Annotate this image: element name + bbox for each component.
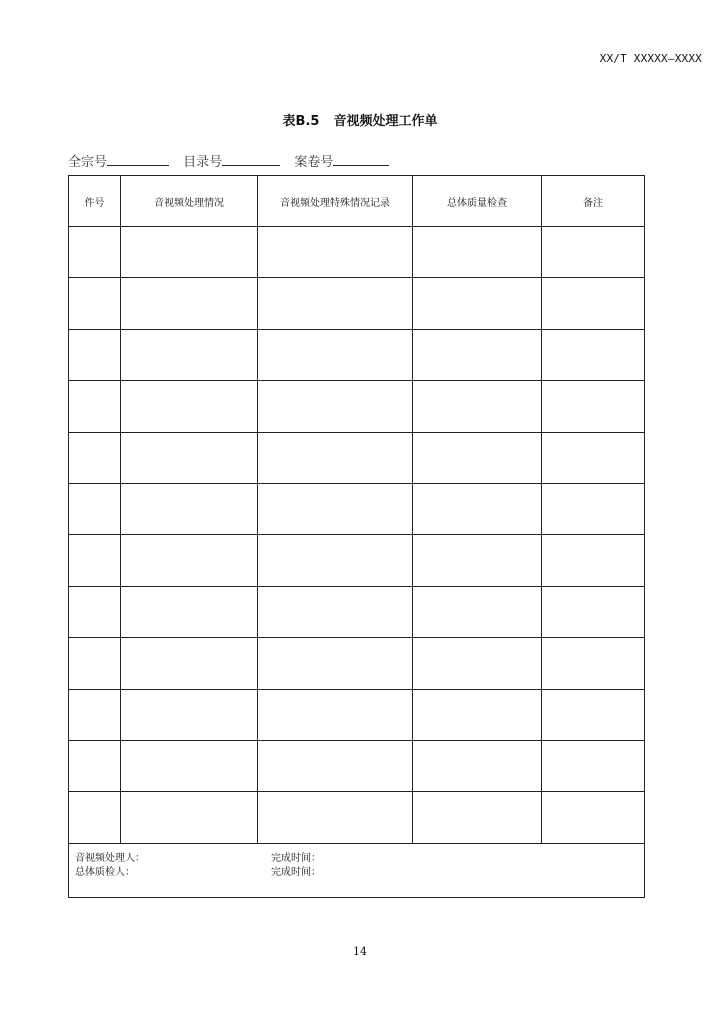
table-cell: [121, 381, 258, 432]
table-cell: [69, 329, 121, 380]
header-row: [69, 176, 645, 227]
table-cell: [121, 740, 258, 791]
table-cell: [121, 792, 258, 843]
signature-line: [69, 852, 644, 866]
table-cell: [542, 278, 645, 329]
table-row: [69, 432, 645, 483]
table-cell: [542, 535, 645, 586]
table-row: [69, 586, 645, 637]
header-remarks: 备注: [542, 176, 645, 227]
page-number: 14: [353, 945, 367, 958]
table-cell: [258, 535, 413, 586]
fonds-number-label: 全宗号: [68, 155, 108, 170]
table-title: 音视频处理工作单: [333, 114, 438, 129]
table-row: [69, 638, 645, 689]
table-cell: [413, 586, 542, 637]
table-number: 表B.5: [282, 114, 320, 129]
table-cell: [69, 432, 121, 483]
table-cell: [542, 432, 645, 483]
table-cell: [121, 227, 258, 278]
table-row: [69, 483, 645, 534]
table-cell: [258, 483, 413, 534]
table-cell: [258, 792, 413, 843]
table-cell: [413, 792, 542, 843]
inspector-label: 总体质检人：: [75, 866, 135, 878]
table-cell: [121, 638, 258, 689]
processor-label: 音视频处理人：: [75, 852, 145, 864]
table-row: [69, 227, 645, 278]
standard-code: XX/T XXXXX—XXXX: [599, 52, 702, 65]
table-cell: [542, 381, 645, 432]
table-cell: [258, 278, 413, 329]
table-cell: [121, 535, 258, 586]
table-cell: [542, 689, 645, 740]
table-row: [69, 329, 645, 380]
header-processing-status: 音视频处理情况: [121, 176, 258, 227]
table-cell: [258, 740, 413, 791]
fonds-number-blank: [107, 153, 169, 166]
worksheet-table: [68, 175, 645, 898]
table-cell: [69, 740, 121, 791]
table-cell: [413, 329, 542, 380]
table-cell: [258, 586, 413, 637]
table-cell: [258, 227, 413, 278]
table-row: [69, 689, 645, 740]
table-cell: [121, 689, 258, 740]
table-caption: [0, 110, 720, 129]
table-cell: [121, 432, 258, 483]
table-row: [69, 740, 645, 791]
table-cell: [121, 483, 258, 534]
file-number-label: 案卷号: [294, 155, 334, 170]
table-cell: [413, 381, 542, 432]
catalog-number-field: [183, 151, 280, 170]
signature-line: [69, 866, 644, 880]
table-cell: [413, 638, 542, 689]
catalog-number-label: 目录号: [183, 155, 223, 170]
table-cell: [258, 432, 413, 483]
table-row: [69, 381, 645, 432]
signature-cell: [69, 843, 645, 897]
table-cell: [542, 638, 645, 689]
table-row: [69, 792, 645, 843]
table-cell: [542, 586, 645, 637]
table-cell: [542, 227, 645, 278]
inspector-completion-time-label: 完成时间：: [271, 866, 321, 878]
table-cell: [69, 381, 121, 432]
table-cell: [69, 586, 121, 637]
table-cell: [542, 740, 645, 791]
table-cell: [121, 278, 258, 329]
header-quality-check: 总体质量检查: [413, 176, 542, 227]
table-cell: [121, 586, 258, 637]
header-item-number: 件号: [69, 176, 121, 227]
table-cell: [413, 483, 542, 534]
archive-reference-fields: [68, 151, 399, 170]
table-cell: [413, 227, 542, 278]
table-row: [69, 535, 645, 586]
fonds-number-field: [68, 151, 169, 170]
table-cell: [258, 329, 413, 380]
table-cell: [413, 689, 542, 740]
catalog-number-blank: [222, 153, 280, 166]
table-cell: [413, 278, 542, 329]
table-cell: [542, 792, 645, 843]
signature-row: [69, 843, 645, 897]
processor-completion-time-label: 完成时间：: [271, 852, 321, 864]
table-cell: [69, 535, 121, 586]
table-cell: [69, 689, 121, 740]
table-cell: [542, 329, 645, 380]
header-special-records: 音视频处理特殊情况记录: [258, 176, 413, 227]
file-number-field: [294, 151, 389, 170]
table-cell: [69, 483, 121, 534]
table-cell: [258, 689, 413, 740]
file-number-blank: [333, 153, 389, 166]
table-cell: [69, 227, 121, 278]
table-cell: [69, 278, 121, 329]
table-cell: [69, 792, 121, 843]
table-cell: [413, 432, 542, 483]
table-cell: [258, 638, 413, 689]
table-row: [69, 278, 645, 329]
table-cell: [413, 740, 542, 791]
table-cell: [413, 535, 542, 586]
table-cell: [69, 638, 121, 689]
table-cell: [542, 483, 645, 534]
table-cell: [121, 329, 258, 380]
table-cell: [258, 381, 413, 432]
